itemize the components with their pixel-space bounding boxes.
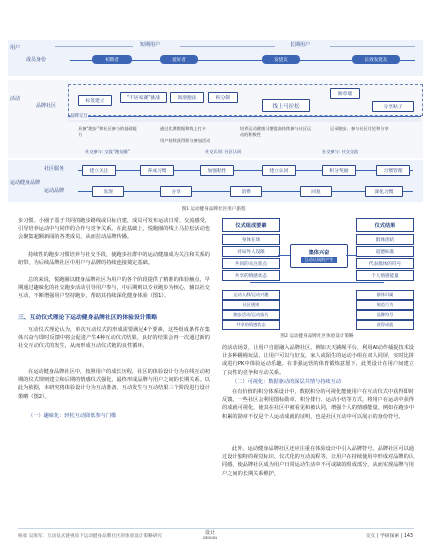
brand-bottom-1: 发现 xyxy=(92,186,124,197)
fig2-right-sub-4: 获得成就 xyxy=(356,320,414,330)
fig2-right-item-2: 道德标准 xyxy=(356,246,414,257)
fig2-arrow-left xyxy=(278,255,290,256)
community-tag-2: 社交认同: 社区认同 xyxy=(205,149,242,154)
brand-row2-label: 运动品牌 xyxy=(44,188,65,194)
user-label: 用户 xyxy=(10,45,21,51)
left-paragraph-2: 持续性的跑步习惯培养与社交手段，使跑步社群中的运动健康成为关注和关系的纽带，为后续品牌社区中用户与品牌的持续连接奠定基础。 xyxy=(18,252,210,267)
footer-rule xyxy=(18,528,414,529)
right-paragraph-1: 的活动场景，让用户自愿融入品牌社区。例如天天跳绳平台，利用AI动作捕捉技术设计多种跳绳玩法，让用户可以与好友、家人或陌生的运动小组在双人同屏，实时比拼或进行PK中体验运动乐趣。在非强运营的体育锻炼意愿下，此类设计在用户间建立了良性的竞争和互动关系。 xyxy=(222,345,414,376)
phase-short-label: 短期用户 xyxy=(140,42,161,48)
footer-left: 杨承 吴海军：互动仪式链视角下运动健身品牌社区的体验设计策略研究 xyxy=(18,534,162,539)
brand-flow-6: 习惯管理 xyxy=(376,165,410,176)
community-caption-5: 记录跑步，参与社区讨论和分享 xyxy=(330,126,389,131)
footer-right: 交互 | 学研探索 | 143 xyxy=(365,534,413,539)
phase-line-3 xyxy=(330,46,415,47)
journey-step-4: 长效发烧友 xyxy=(352,55,400,64)
phase-line-2 xyxy=(180,46,275,47)
community-side-label: 活动 xyxy=(10,96,21,102)
left-paragraph-5: 在运动健身品牌社区中，按照用户的成长历程，社区的体验设计分为在线互动初期的仪式规则建立和后期的情感仪式强化，最终形成品牌与用户之间的长期关系。以此为依据，本研究将体验设计分为互动准备、互动发生与互动结果三个阶段进行设计策略（图2）。 xyxy=(18,369,210,400)
community-caption-2: 通过比赛数据和线上打卡 xyxy=(160,126,207,131)
brand-flow-3: 加强粘性 xyxy=(200,165,234,176)
community-caption-4: 培养运动健康习惯提高持续参与社区运动的积极性 xyxy=(240,126,312,137)
fig2-left-sub-4: 共享的情感状态 xyxy=(222,320,280,330)
community-tag-3: 社交参与: 社交交流 xyxy=(322,149,359,154)
community-caption-1: 具备“跑步”和社区参与的基础能力 xyxy=(78,126,137,137)
footer-design-cn: 设计 xyxy=(204,530,215,536)
fig2-left-head: 仪式组成要素 xyxy=(222,218,280,232)
fig2-left-sub-3: 跑步活动/运动技巧 xyxy=(222,310,280,320)
fig2-left-item-3: 共同的关注焦点 xyxy=(222,258,280,269)
brand-bottom-5: 深化习惯 xyxy=(365,186,403,197)
footer-design-en: DESIGN xyxy=(203,536,217,540)
right-paragraph-3: 此外，运动健身品牌社区还应注重在体验设计中引入品牌符号。品牌社区可以通过设计独特的视觉标识、仪式化的互动流程等，让用户在持续使用中形成对品牌的认同感，使品牌社区成为用户日常运动生活中不可或缺的组成部分，从而实现品牌与用户之间的长期关系维护。 xyxy=(222,446,414,477)
fig2-right-item-3: 代表群体的符号 xyxy=(356,258,414,269)
fig2-right-item-1: 群体团结 xyxy=(356,234,414,245)
community-box-points: 积分制 xyxy=(208,92,238,103)
community-box-pace: 领滑跑法 xyxy=(170,92,204,103)
fig2-center xyxy=(290,244,348,268)
left-paragraph-4: 互动仪式理论认为，单次互动仪式的形成需要满足4个要素，这些组成条件在集体兴奋与即时反馈中将会促进产生4种互动仪式结果。良好的结果会再一次通过新的社交互动仪式的发生，从而形成互动仪式链的良性循环。 xyxy=(18,327,210,350)
brand-interaction-label: 品牌交互 xyxy=(70,114,88,119)
journey-step-2: 爱好者 xyxy=(160,55,198,64)
journey-step-3: 发烧友 xyxy=(262,55,300,64)
fig2-right-sub-2: 规范行为 xyxy=(356,300,414,310)
left-paragraph-1: 步习惯。小圈子基于共同的跑步路线或目标自建，成员可发布运动日常、交流感受，引导培养运动中与同伴的合作与竞争关系。在此基础上，悦跑圈的线上马拉松活动也会聚集超额新闻的各类成员，从而拉动品牌传播。 xyxy=(18,218,210,241)
community-box-tagging: 标签建立 xyxy=(78,95,112,106)
community-box-marathon: 线上马拉松 xyxy=(262,99,310,112)
community-caption-3: 用户持续获得积分参加活动 xyxy=(160,138,211,143)
fig2-center-sub: 互动认同的产生 xyxy=(301,257,336,263)
brand-interaction-bar xyxy=(68,116,421,122)
phase-long-label: 长期用户 xyxy=(290,42,311,48)
fig2-right-sub-1: 群体归属 xyxy=(356,290,414,300)
brand-flow-4: 建立认同 xyxy=(262,165,296,176)
brand-bottom-4: 回复 xyxy=(300,186,332,197)
community-box-medals: 勋章墙 xyxy=(330,88,360,99)
community-box-share: 分享贴子 xyxy=(372,101,414,112)
figure-2-caption: 图2 运动健身品牌社区体验设计策略 xyxy=(280,334,354,339)
fig2-left-item-2: 对局外人设限 xyxy=(222,246,280,257)
journey-lane-label: 成员身份 xyxy=(26,57,47,63)
brand-flow-line-1 xyxy=(78,170,413,171)
left-subheading: （一）趣味化：轻松互动降低参与门槛 xyxy=(28,413,117,419)
fig2-right-sub-3: 品牌符号 xyxy=(356,310,414,320)
journey-step-1: 初期者 xyxy=(92,55,132,64)
brand-bottom-3: 消费 xyxy=(230,186,262,197)
fig2-right-head: 仪式结果 xyxy=(356,218,414,232)
left-paragraph-3: 总的来说，悦跑圈以健身品牌社区为用户的各个阶段提供了精准的体验触点，早期通过趣味化的社交跑步活动引导用户参与，中后期则以专业跑步为核心，辅以社交互动，不断增强用户坚持跑步，帮助其持续深化健身体验（图1）。 xyxy=(18,277,210,300)
brand-bottom-2: 分享 xyxy=(160,186,192,197)
footer-center xyxy=(195,530,225,541)
fig2-left-item-1: 身体在场 xyxy=(222,234,280,245)
fig2-left-sub-2: 社区规则 xyxy=(222,300,280,310)
right-subheading: （二）可视化：数据驱动的深层共情与持续互动 xyxy=(232,379,341,385)
fig2-center-title: 集体兴奋 xyxy=(308,250,330,256)
fig2-left-item-4: 共享的情感状态 xyxy=(222,270,280,281)
figure-1-caption: 图1 运动健身品牌社区用户旅程 xyxy=(181,207,246,212)
phase-line-1 xyxy=(55,46,133,47)
fig2-left-sub-1: 运动人群/运动兴趣 xyxy=(222,290,280,300)
brand-flow-1: 建立关注 xyxy=(82,165,116,176)
brand-flow-2: 养成习惯 xyxy=(140,165,174,176)
community-tag-1: 社交参与: 交流“跑友圈” xyxy=(85,149,130,154)
right-paragraph-2: 在有价值的积分体系设计中，数据积分的可视化能使用户在互动仪式中获得即时反馈。一些社区会利用图标勋章、积分排行、运动小结等方式，将用户在运动中获得的成就可视化，使其在社区中被看见和被认同，增强个人的情感能量。例如在跑步中积累的勋章不仅是个人运动成就的证明，也是社区互动中可以展示的身份符号。 xyxy=(222,389,414,420)
brand-row1-label: 社区服务 xyxy=(44,166,65,172)
brand-lane-label: 运动健身品牌 xyxy=(10,180,41,186)
fig2-right-item-4: 个人情感能量 xyxy=(356,270,414,281)
section-title: 三、互动仪式理论下运动健身品牌社区的体验设计策略 xyxy=(18,315,158,321)
fig2-loop-line xyxy=(250,282,384,283)
fig2-arrow-right xyxy=(346,255,356,256)
community-lane-label: 品牌社区 xyxy=(36,103,57,109)
brand-flow-5: 积分奖励 xyxy=(322,165,356,176)
community-box-challenge: "不居家赛"挑战 xyxy=(120,92,167,103)
